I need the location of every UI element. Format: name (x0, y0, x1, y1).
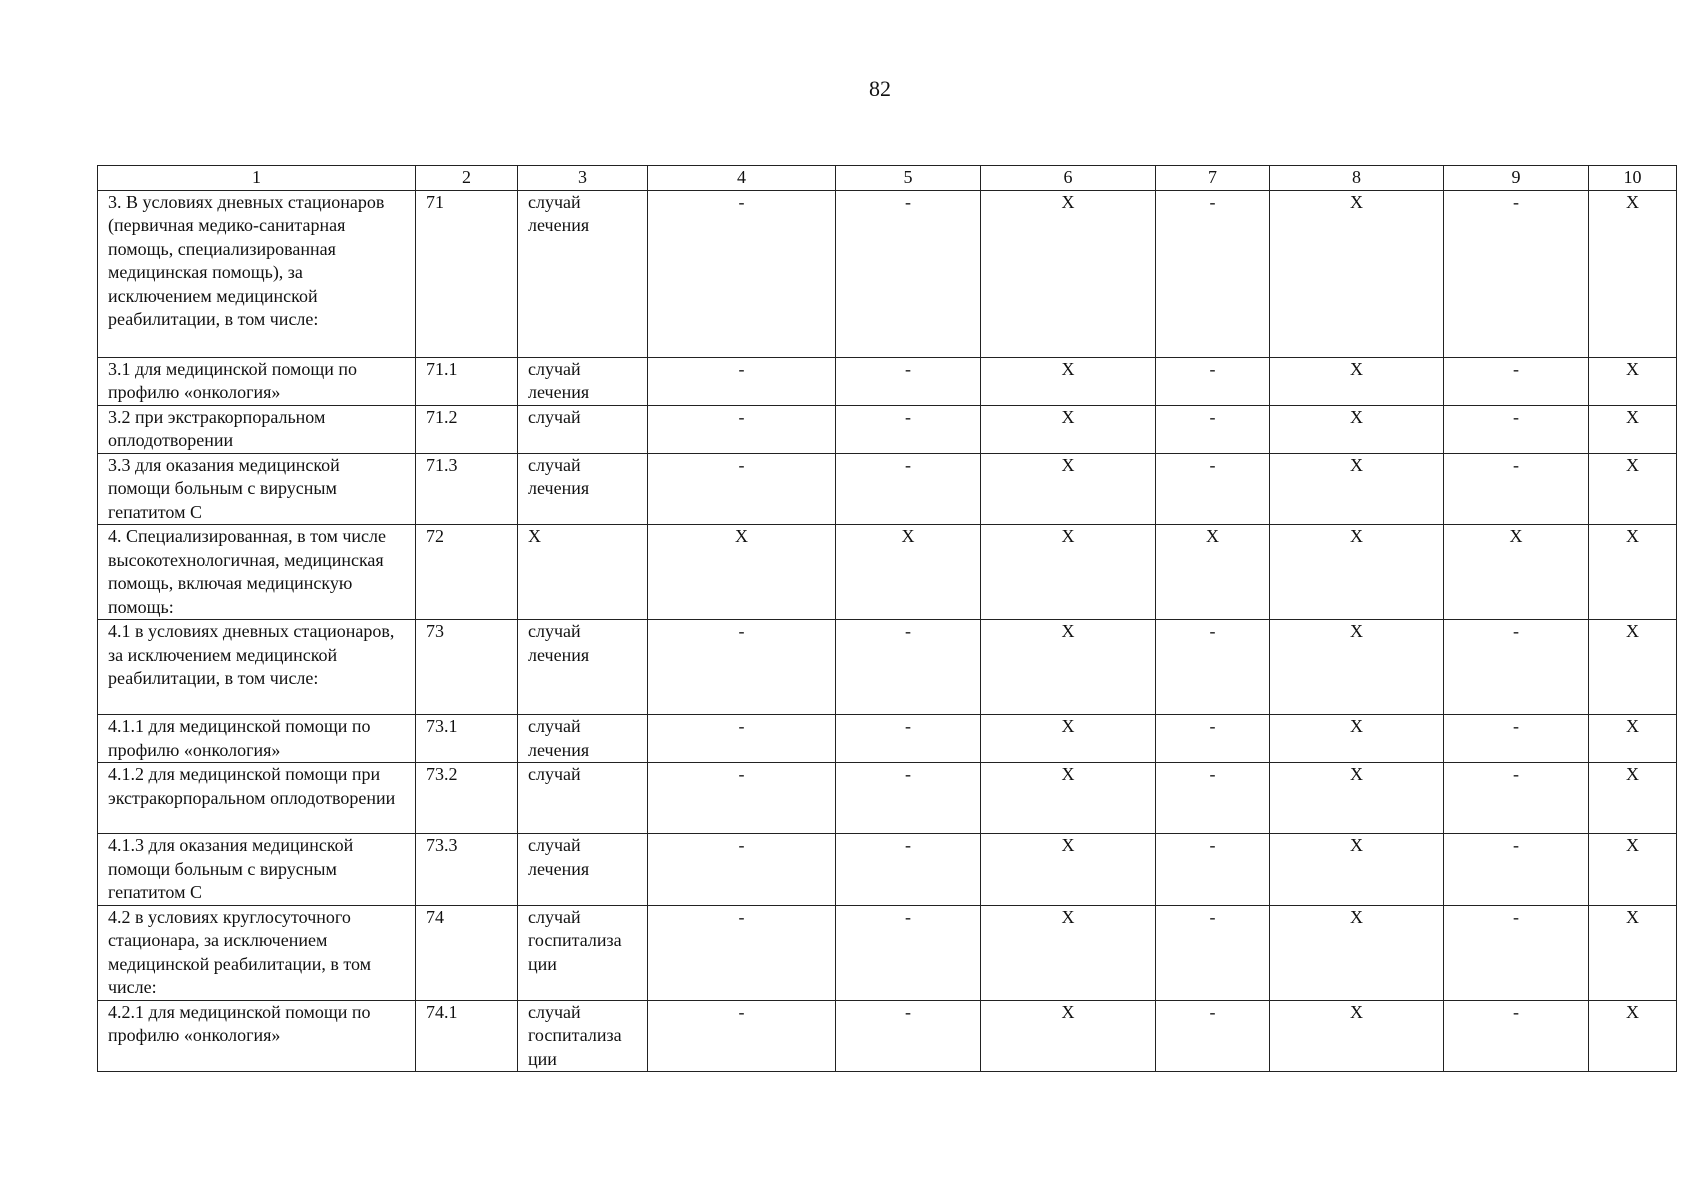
row-name-cell: 4.1.1 для медицинской помощи по профилю «онкология» (98, 715, 416, 763)
value-cell: - (1444, 357, 1589, 405)
value-cell: Х (648, 525, 836, 620)
row-name-cell: 4. Специализированная, в том числе высокотехнологичная, медицинская помощь, включая медицинскую помощь: (98, 525, 416, 620)
header-row (98, 166, 1677, 191)
table-row (98, 357, 1677, 405)
value-cell: - (836, 834, 981, 906)
row-code-cell: 71.3 (416, 453, 518, 525)
value-cell: Х (1270, 525, 1444, 620)
row-code-cell: 74 (416, 905, 518, 1000)
table-row (98, 190, 1677, 357)
value-cell: - (648, 905, 836, 1000)
header-cell: 2 (416, 166, 518, 191)
value-cell: Х (1589, 1000, 1677, 1072)
value-cell: Х (1270, 453, 1444, 525)
row-code-cell: 74.1 (416, 1000, 518, 1072)
row-code-cell: 72 (416, 525, 518, 620)
table-row (98, 1000, 1677, 1072)
row-unit-cell: случай госпитализа ции (518, 905, 648, 1000)
value-cell: - (1444, 905, 1589, 1000)
value-cell: - (648, 763, 836, 834)
value-cell: - (648, 834, 836, 906)
value-cell: Х (981, 620, 1156, 715)
value-cell: Х (1270, 190, 1444, 357)
header-cell: 4 (648, 166, 836, 191)
value-cell: - (836, 1000, 981, 1072)
row-code-cell: 71.1 (416, 357, 518, 405)
value-cell: Х (1270, 357, 1444, 405)
value-cell: - (648, 715, 836, 763)
header-cell: 10 (1589, 166, 1677, 191)
row-unit-cell: Х (518, 525, 648, 620)
value-cell: - (1444, 405, 1589, 453)
value-cell: - (1156, 905, 1270, 1000)
row-name-cell: 3.1 для медицинской помощи по профилю «онкология» (98, 357, 416, 405)
row-name-cell: 4.1.3 для оказания медицинской помощи больным с вирусным гепатитом С (98, 834, 416, 906)
row-code-cell: 73.2 (416, 763, 518, 834)
value-cell: - (836, 190, 981, 357)
value-cell: Х (1589, 405, 1677, 453)
value-cell: - (836, 357, 981, 405)
value-cell: - (648, 405, 836, 453)
row-unit-cell: случай лечения (518, 453, 648, 525)
value-cell: - (836, 905, 981, 1000)
data-table (97, 165, 1677, 1072)
row-unit-cell: случай лечения (518, 190, 648, 357)
row-code-cell: 73.3 (416, 834, 518, 906)
row-unit-cell: случай лечения (518, 715, 648, 763)
value-cell: Х (1156, 525, 1270, 620)
value-cell: Х (1589, 190, 1677, 357)
table-row (98, 525, 1677, 620)
value-cell: - (836, 405, 981, 453)
value-cell: Х (1589, 525, 1677, 620)
row-code-cell: 73.1 (416, 715, 518, 763)
value-cell: Х (1270, 620, 1444, 715)
row-unit-cell: случай лечения (518, 620, 648, 715)
value-cell: Х (1589, 357, 1677, 405)
value-cell: - (1156, 620, 1270, 715)
value-cell: Х (1589, 453, 1677, 525)
value-cell: Х (1270, 405, 1444, 453)
value-cell: - (648, 357, 836, 405)
value-cell: - (836, 620, 981, 715)
value-cell: - (1156, 834, 1270, 906)
row-unit-cell: случай (518, 763, 648, 834)
row-name-cell: 4.2.1 для медицинской помощи по профилю «онкология» (98, 1000, 416, 1072)
value-cell: Х (1270, 905, 1444, 1000)
value-cell: - (1444, 834, 1589, 906)
value-cell: - (648, 190, 836, 357)
row-unit-cell: случай госпитализа ции (518, 1000, 648, 1072)
header-cell: 3 (518, 166, 648, 191)
value-cell: Х (1589, 715, 1677, 763)
row-name-cell: 3.2 при экстракорпоральном оплодотворении (98, 405, 416, 453)
value-cell: - (1444, 190, 1589, 357)
table-row (98, 620, 1677, 715)
value-cell: Х (1589, 763, 1677, 834)
value-cell: Х (1444, 525, 1589, 620)
table-row (98, 763, 1677, 834)
value-cell: - (1156, 453, 1270, 525)
value-cell: - (1156, 190, 1270, 357)
row-name-cell: 3. В условиях дневных стационаров (первичная медико-санитарная помощь, специализированная медицинская помощь), за исключением медицинской реабилитации, в том числе: (98, 190, 416, 357)
value-cell: Х (1270, 834, 1444, 906)
value-cell: Х (981, 453, 1156, 525)
table-row (98, 834, 1677, 906)
value-cell: Х (981, 715, 1156, 763)
value-cell: Х (1270, 763, 1444, 834)
table-body (98, 190, 1677, 1072)
header-cell: 1 (98, 166, 416, 191)
table-row (98, 405, 1677, 453)
value-cell: Х (1270, 1000, 1444, 1072)
row-unit-cell: случай (518, 405, 648, 453)
value-cell: Х (981, 905, 1156, 1000)
page-number: 82 (869, 76, 891, 101)
header-cell: 8 (1270, 166, 1444, 191)
value-cell: - (1444, 620, 1589, 715)
row-code-cell: 73 (416, 620, 518, 715)
value-cell: - (648, 620, 836, 715)
value-cell: Х (1589, 620, 1677, 715)
row-code-cell: 71.2 (416, 405, 518, 453)
row-name-cell: 4.1.2 для медицинской помощи при экстракорпоральном оплодотворении (98, 763, 416, 834)
value-cell: Х (1589, 834, 1677, 906)
row-code-cell: 71 (416, 190, 518, 357)
value-cell: Х (981, 834, 1156, 906)
header-cell: 7 (1156, 166, 1270, 191)
value-cell: - (648, 1000, 836, 1072)
value-cell: - (836, 453, 981, 525)
value-cell: Х (981, 357, 1156, 405)
value-cell: Х (836, 525, 981, 620)
value-cell: Х (981, 763, 1156, 834)
header-cell: 6 (981, 166, 1156, 191)
value-cell: Х (1270, 715, 1444, 763)
value-cell: - (648, 453, 836, 525)
value-cell: - (1444, 715, 1589, 763)
row-name-cell: 4.2 в условиях круглосуточного стационара, за исключением медицинской реабилитации, в том числе: (98, 905, 416, 1000)
value-cell: - (1156, 357, 1270, 405)
row-unit-cell: случай лечения (518, 834, 648, 906)
value-cell: - (1156, 763, 1270, 834)
value-cell: - (1444, 1000, 1589, 1072)
value-cell: - (1156, 715, 1270, 763)
value-cell: Х (981, 405, 1156, 453)
value-cell: - (1444, 763, 1589, 834)
value-cell: Х (981, 190, 1156, 357)
value-cell: - (1156, 1000, 1270, 1072)
row-name-cell: 3.3 для оказания медицинской помощи больным с вирусным гепатитом С (98, 453, 416, 525)
row-unit-cell: случай лечения (518, 357, 648, 405)
header-cell: 9 (1444, 166, 1589, 191)
table-row (98, 905, 1677, 1000)
value-cell: Х (1589, 905, 1677, 1000)
header-cell: 5 (836, 166, 981, 191)
table-row (98, 715, 1677, 763)
value-cell: Х (981, 525, 1156, 620)
value-cell: - (836, 715, 981, 763)
table-row (98, 453, 1677, 525)
value-cell: - (1444, 453, 1589, 525)
value-cell: - (1156, 405, 1270, 453)
row-name-cell: 4.1 в условиях дневных стационаров, за исключением медицинской реабилитации, в том числе: (98, 620, 416, 715)
value-cell: Х (981, 1000, 1156, 1072)
value-cell: - (836, 763, 981, 834)
